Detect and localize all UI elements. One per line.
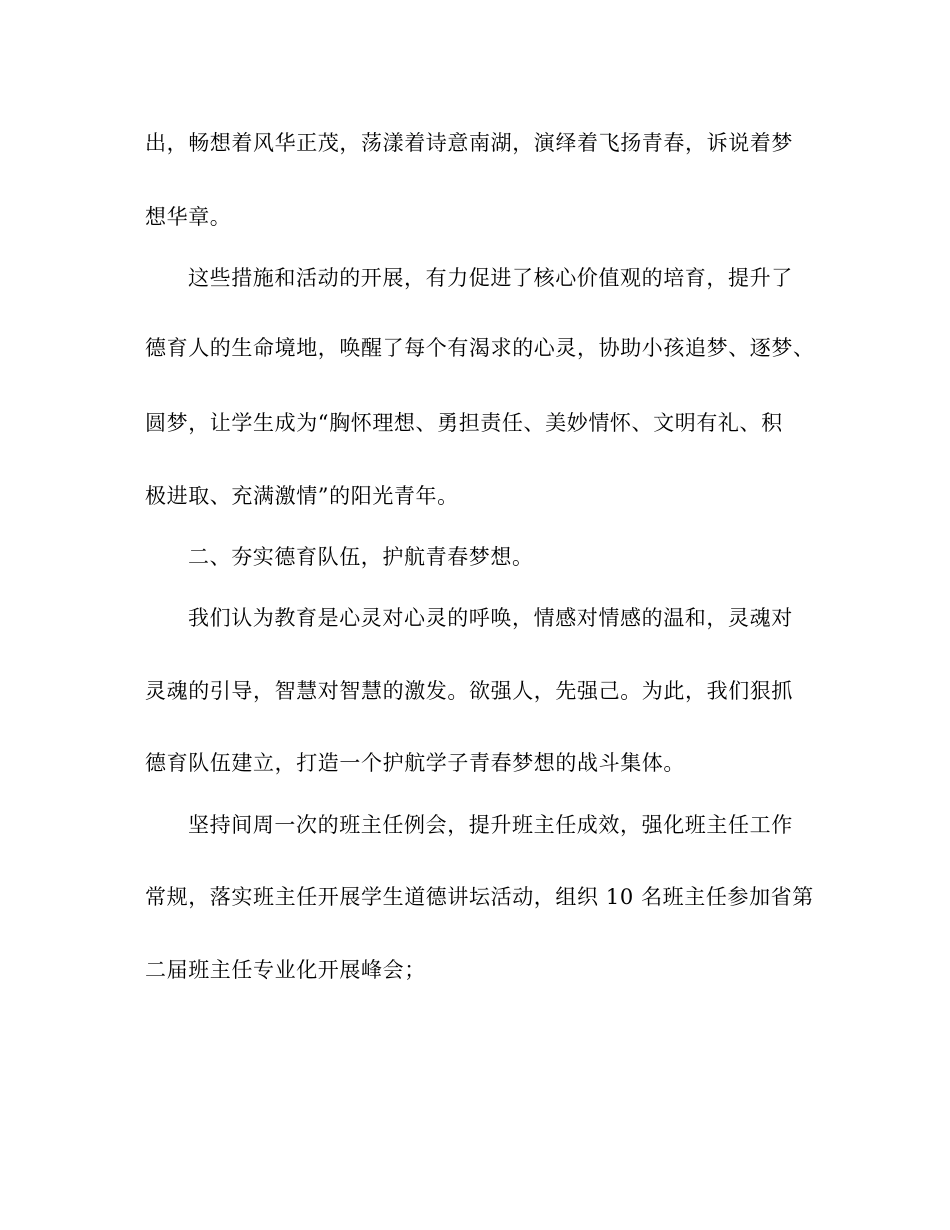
text-line: 二届班主任专业化开展峰会； — [145, 958, 426, 982]
text-line: 灵魂的引导，智慧对智慧的激发。欲强人，先强己。为此，我们狠抓 — [145, 679, 793, 703]
section-heading: 二、夯实德育队伍，护航青春梦想。 — [188, 545, 534, 569]
text-line: 这些措施和活动的开展，有力促进了核心价值观的培育，提升了 — [188, 266, 793, 290]
text-line: 圆梦，让学生成为“胸怀理想、勇担责任、美妙情怀、文明有礼、积 — [145, 411, 783, 435]
text-line: 德育队伍建立，打造一个护航学子青春梦想的战斗集体。 — [145, 751, 685, 775]
text-line: 我们认为教育是心灵对心灵的呼唤，情感对情感的温和，灵魂对 — [188, 606, 793, 630]
text-line: 出，畅想着风华正茂，荡漾着诗意南湖，演绎着飞扬青春，诉说着梦 — [145, 131, 793, 155]
text-line: 坚持间周一次的班主任例会，提升班主任成效，强化班主任工作 — [188, 813, 793, 837]
text-line: 德育人的生命境地，唤醒了每个有渴求的心灵，协助小孩追梦、逐梦、 — [145, 336, 815, 360]
text-line: 想华章。 — [145, 205, 232, 229]
text-line: 常规，落实班主任开展学生道德讲坛活动，组织 10 名班主任参加省第 — [145, 885, 814, 909]
text-line: 极进取、充满激情”的阳光青年。 — [145, 484, 459, 508]
